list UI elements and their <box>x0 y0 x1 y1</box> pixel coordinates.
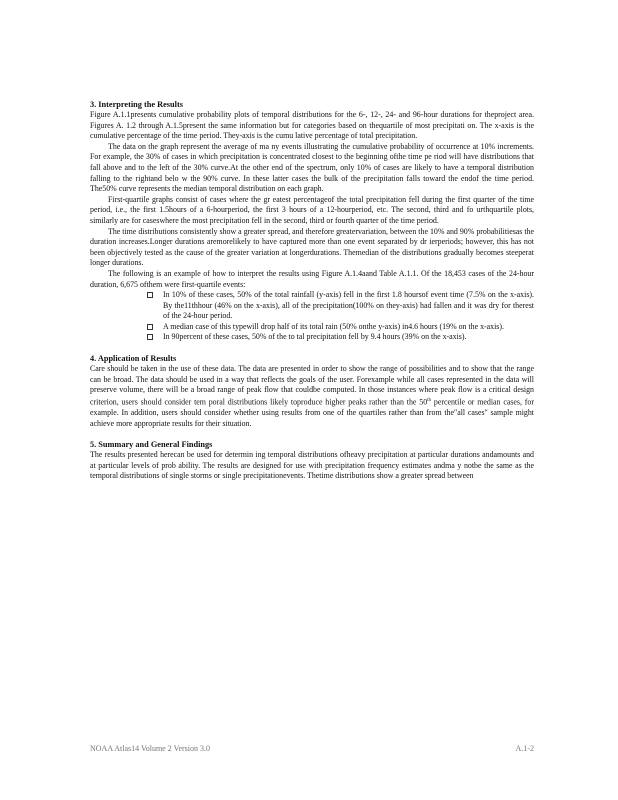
paragraph-4-text-start: Care should be taken in the use of these data. The data are presented in order to show the range of possibilities and to show that the range can be broad. The data should be used in a way that reflects the goals of the user. Forexample while all cases represented in the data will preserve volume, there will be a broad range of peak flow that couldbe computed. In those instances where peak flow is a critical design criterion, users should consider tem poral distributions likely toproduce higher peaks rather than the 50 <box>90 364 534 407</box>
section-3-heading: 3. Interpreting the Results <box>90 100 183 109</box>
page-number: A.1-2 <box>515 744 534 753</box>
square-bullet-icon <box>147 334 153 340</box>
paragraph-5-1: The results presented herecan be used for determin ing temporal distributions ofheavy precipitation at particular durations andamounts and at particular levels of prob ability. The results are designed for use with precipitation frequency estimates andma y notbe the same as the temporal distributions of single storms or single precipitationevents. Thetime distributions show a greater spread between <box>90 450 534 481</box>
section-application-of-results <box>90 353 534 429</box>
bullet-text: In 90percent of these cases, 50% of the to tal precipitation fell by 9.4 hours (39% on the x-axis). <box>163 332 467 342</box>
paragraph-4-1 <box>90 364 534 429</box>
bullet-text: A median case of this typewill drop half of its total rain (50% onthe y-axis) in4.6 hours (19% on the x-axis). <box>163 321 504 331</box>
document-page <box>90 99 534 482</box>
bullet-text: In 10% of these cases, 50% of the total rainfall (y-axis) fell in the first 1.8 hoursof event time (7.5% on the x-axis). By the11thhour (46% on the x-axis), all of the precipitation(100% on they-axis) had fallen and it was dry for therest of the 24-hour period. <box>163 290 534 321</box>
paragraph-4-text-end: percentile or median cases, for example. In addition, users should consider whether using results from one of the quartiles rather than from the"all cases" sample might achieve more appropriate results for their situation. <box>90 397 535 428</box>
superscript-th: th <box>427 397 432 403</box>
paragraph-3-3: First-quartile graphs consist of cases where the gr eatest percentageof the total precipitation fell during the first quarter of the time period, i.e., the first 1.5hours of a 6-hourperiod, the first 3 hours of a 12-hourperiod, etc. The second, third and fo urthquartile plots, similarly are for caseswhere the most precipitation fell in the second, third or fourth quarter of the time period. <box>90 194 534 225</box>
section-5-heading: 5. Summary and General Findings <box>90 440 213 450</box>
section-interpreting-results <box>90 99 534 343</box>
paragraph-3-2: The data on the graph represent the average of ma ny events illustrating the cumulative probability of occurrence at 10% increments. For example, the 30% of cases in which precipitation is concentrated closest to the beginning ofthe time pe riod will have distributions that fall above and to the left of the 30% curve.At the other end of the spectrum, only 10% of cases are likely to have a temporal distribution falling to the rightand belo w the 90% curve. In these latter cases the bulk of the precipitation falls toward the endof the time period. The50% curve represents the median temporal distribution on each graph. <box>90 141 534 194</box>
square-bullet-icon <box>147 292 153 298</box>
list-item <box>163 290 534 322</box>
paragraph-3-1: Figure A.1.1presents cumulative probability plots of temporal distributions for the 6-, 12-, 24- and 96-hour durations for theproject area. Figures A. 1.2 through A.1.5present the same information but for categories based on thequartile of most precipitati on. The x-axis is the cumulative percentage of the time period. They-axis is the cumu lative percentage of total precipitation. <box>90 110 534 141</box>
section-summary-findings <box>90 439 534 482</box>
paragraph-3-4: The time distributions consistently show a greater spread, and therefore greatervariation, between the 10% and 90% probabilitiesas the duration increases.Longer durations aremorelikely to have captured more than one event separated by dr ierperiods; however, this has not been objectively tested as the cause of the greater variation at longerdurations. Themedian of the distributions gradually becomes steeperat longer durations. <box>90 226 534 268</box>
square-bullet-icon <box>147 324 153 330</box>
list-item <box>163 332 534 343</box>
footer-publication: NOAA Atlas14 Volume 2 Version 3.0 <box>90 744 211 753</box>
section-4-heading: 4. Application of Results <box>90 354 177 364</box>
example-bullet-list <box>90 290 534 343</box>
list-item <box>163 322 534 333</box>
paragraph-3-5: The following is an example of how to interpret the results using Figure A.1.4aand Table A.1.1. Of the 18,453 cases of the 24-hour duration, 6,675 ofthem were first-quartile events: <box>90 268 534 289</box>
